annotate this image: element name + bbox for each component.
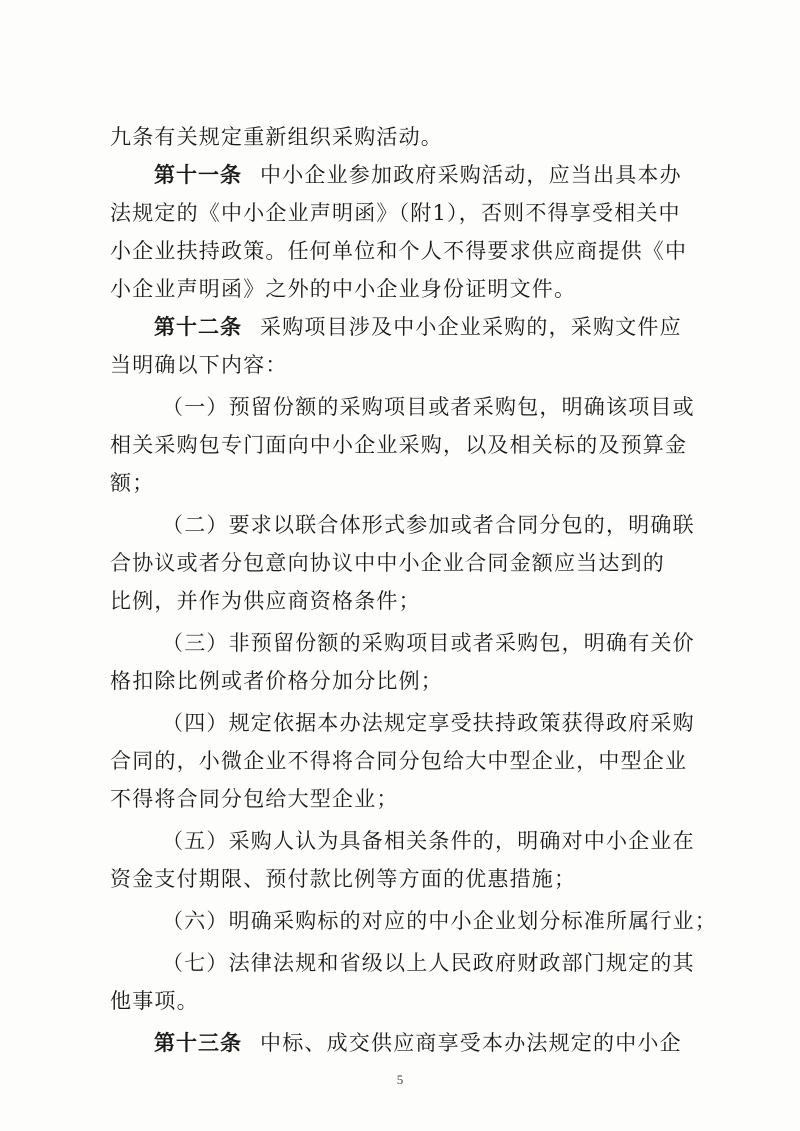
page-number: 5	[396, 1072, 404, 1087]
article-number: 第十一条	[154, 163, 242, 187]
article-text: 中小企业参加政府采购活动，应当出具本办	[260, 163, 682, 187]
list-item-7: （七）法律法规和省级以上人民政府财政部门规定的其	[162, 951, 695, 975]
text-line: 相关采购包专门面向中小企业采购，以及相关标的及预算金	[110, 433, 688, 457]
article-text: 采购项目涉及中小企业采购的，采购文件应	[260, 315, 682, 339]
text-line: 资金支付期限、预付款比例等方面的优惠措施；	[110, 867, 577, 891]
text-line: 不得将合同分包给大型企业；	[110, 787, 399, 811]
text-line: 额；	[110, 471, 155, 495]
article-13-line	[110, 1024, 700, 1062]
list-item-3: （三）非预留份额的采购项目或者采购包，明确有关价	[162, 631, 695, 655]
article-text: 中标、成交供应商享受本办法规定的中小企	[260, 1031, 682, 1055]
article-11-line	[110, 156, 700, 194]
list-item-2: （二）要求以联合体形式参加或者合同分包的，明确联	[162, 513, 695, 537]
text-line: 小企业扶持政策。任何单位和个人不得要求供应商提供《中	[110, 239, 688, 263]
article-number: 第十三条	[154, 1031, 242, 1055]
text-line: 格扣除比例或者价格分加分比例；	[110, 669, 443, 693]
text-line: 合同的，小微企业不得将合同分包给大中型企业，中型企业	[110, 749, 688, 773]
article-number: 第十二条	[154, 315, 242, 339]
text-line: 小企业声明函》之外的中小企业身份证明文件。	[110, 277, 577, 301]
body-text	[110, 118, 717, 1062]
text-line: 他事项。	[110, 989, 199, 1013]
text-line: 九条有关规定重新组织采购活动。	[110, 125, 443, 149]
text-line: 法规定的《中小企业声明函》（附1），否则不得享受相关中	[110, 201, 681, 225]
list-item-6: （六）明确采购标的对应的中小企业划分标准所属行业；	[162, 909, 717, 933]
text-line: 合协议或者分包意向协议中中小企业合同金额应当达到的	[110, 551, 665, 575]
text-line: 比例，并作为供应商资格条件；	[110, 589, 421, 613]
article-12-line	[110, 308, 700, 346]
text-line: 当明确以下内容：	[110, 353, 288, 377]
list-item-4: （四）规定依据本办法规定享受扶持政策获得政府采购	[162, 711, 695, 735]
list-item-1: （一）预留份额的采购项目或者采购包，明确该项目或	[162, 395, 695, 419]
list-item-5: （五）采购人认为具备相关条件的，明确对中小企业在	[162, 829, 695, 853]
